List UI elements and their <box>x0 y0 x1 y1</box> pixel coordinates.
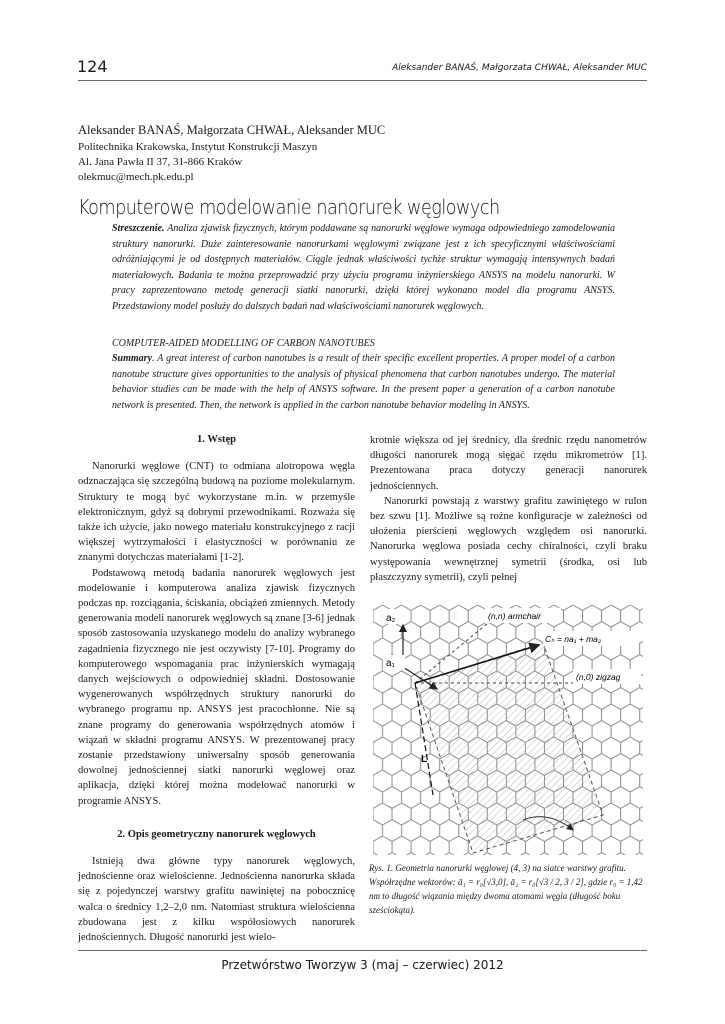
paper-title: Komputerowe modelowanie nanorurek węglowych <box>78 195 500 219</box>
page-number: 124 <box>77 57 108 76</box>
journal-footer: Przetwórstwo Tworzyw 3 (maj – czerwiec) 2012 <box>221 958 504 972</box>
left-column <box>78 432 355 945</box>
a1-label: a₁ <box>386 658 395 669</box>
right-paragraph-1: krotnie większa od jej średnicy, dla średnic rzędu nanometrów długości nanorurek mogą sięgać rzędu mikrometrów [1]. Prezentowana praca dotyczy generacji nanorurek jednościennych. <box>370 435 647 492</box>
length-label: L <box>421 754 428 765</box>
right-column <box>370 433 647 585</box>
affiliation-institution: Politechnika Krakowska, Instytut Konstrukcji Maszyn <box>78 141 318 153</box>
chiral-vector-label: Cₕ = na₁ + ma₂ <box>545 634 602 644</box>
intro-paragraph-1: Nanorurki węglowe (CNT) to odmiana alotropowa węgla odznaczająca się szczególną budową na poziome molekularnym. Struktury te mogą być wykorzystane m.in. w przemyśle elektronicznym, gdyż są dobrymi przewodnikami. Rozważa się także ich użycie, jako nowego materiału konstrukcyjnego z racji większej wytrzymałości i elastyczności w porównaniu ze znanymi dotychczas materiałami [1-2]. <box>78 461 355 564</box>
affiliation-email: olekmuc@mech.pk.edu.pl <box>78 171 194 183</box>
intro-paragraph-2: Podstawową metodą badania nanorurek węglowych jest modelowanie i komputerowa analiza zjawisk fizycznych podczas np. rozciągania, ściskania, obciążeń zmiennych. Metody generowania modeli nanorurek węglowych są znane [3-6] jednak sposób zastosowania uzyskanego modelu do analizy wybranego zagadnienia fizycznego nie jest oczywisty [7-10]. Programy do komputerowego wspomagania prac inżynierskich wymagają danych wejściowych o odpowiedniej składni. Dostosowanie wygenerowanych współrzędnych struktury nanorurki do wybranego programu np. ANSYS jest pracochłonne. Nie są znane programy do generowania współrzędnych atomów i wiązań w składni programu ANSYS. W prezentowanej pracy zostanie przedstawiony uniwersalny sposób generowania dowolnej jednościennej siatki nanorurki węglowej oraz aplikacja, dzięki której można modelować nanorurki w programie ANSYS. <box>78 567 355 807</box>
abstract-pl-label: Streszczenie. <box>112 223 165 234</box>
header-rule <box>78 80 647 81</box>
right-paragraph-2: Nanorurki powstają z warstwy grafitu zawiniętego w rulon bez szwu [1]. Możliwe są rożne konfiguracje w zależności od ułożenia pierścieni węglowych względem osi nanorurki. Nanorurka węglowa posiada cechy chiralności, czyli braku występowania wewnętrznej symetrii (środka, osi lub płaszczyzny symetrii), czyli pełnej <box>370 495 647 583</box>
graphene-lattice-figure <box>373 605 643 855</box>
affiliation <box>78 140 317 185</box>
abstract-en-label: Summary <box>112 353 153 364</box>
geometry-paragraph-1: Istnieją dwa główne typy nanorurek węglowych, jednościenne oraz wielościenne. Jednościenna nanorurka składa się z pojedynczej warstwy grafitu nawiniętej na pobocznicę walca o średnicy 1,2–2,0 nm. Natomiast struktura wielościenna zbudowana jest z kilku współosiowych nanorurek jednościennych. Długość nanorurki jest wielo- <box>78 856 355 944</box>
abstract-en-text: . A great interest of carbon nanotubes is a result of their specific excellent properties. A proper model of a carbon nanotube structure gives opportunities to the analysis of physical phenomena that carbon nanotubes undergo. The material behavior studies can be made with the help of ANSYS software. In the present paper a generation of a carbon nanotube network is presented. Then, the network is applied in the carbon nanotube behavior modeling in ANSYS. <box>112 353 615 411</box>
figure-caption-text: Geometria nanorurki węglowej (4, 3) na siatce warstwy grafitu. Współrzędne wektorów: ā₁ = r₀[√3,0], ā₂ = r₀[√3 / 2, 3 / 2], gdzie r₀ = 1,42 nm to długość wiązania między dwoma atomami węgla (długość boku sześciokąta). <box>369 863 643 915</box>
abstract-en <box>112 351 615 413</box>
affiliation-address: Al. Jana Pawła II 37, 31-866 Kraków <box>78 156 243 168</box>
footer-rule <box>78 950 647 951</box>
armchair-label: (n,n) armchair <box>488 611 541 621</box>
zigzag-label: (n,0) zigzag <box>576 672 621 682</box>
abstract-pl-text: Analiza zjawisk fizycznych, którym poddawane są nanorurki węglowe wymaga odpowiedniego zamodelowania struktury nanorurki. Duże zainteresowanie nanorurkami węglowymi związane jest z ich specyficznymi właściwościami odróżniającymi je od dostępnych materiałów. Ciągle jednak właściwości tychże struktur wymagają intensywnych badań materiałowych. Badania te można przeprowadzić przy użyciu programu inżynierskiego ANSYS na modelu nanorurki. W pracy zaprezentowano metodę generacji siatki nanorurki, dzięki której wykonano model dla programu ANSYS. Przedstawiony model posłuży do dalszych badań nad właściwościami nanorurek węglowych. <box>112 223 615 312</box>
a2-label: a₂ <box>386 613 396 624</box>
abstract-pl <box>112 221 615 314</box>
figure-caption <box>369 861 647 917</box>
running-head: Aleksander BANAŚ, Małgorzata CHWAŁ, Aleksander MUC <box>392 63 647 73</box>
section-heading-geometry: 2. Opis geometryczny nanorurek węglowych <box>117 828 316 840</box>
authors: Aleksander BANAŚ, Małgorzata CHWAŁ, Aleksander MUC <box>78 123 386 137</box>
section-heading-intro: 1. Wstęp <box>197 434 236 445</box>
abstract-en-title: COMPUTER-AIDED MODELLING OF CARBON NANOTUBES <box>112 338 375 349</box>
figure-caption-label: Rys. 1. <box>369 863 394 873</box>
